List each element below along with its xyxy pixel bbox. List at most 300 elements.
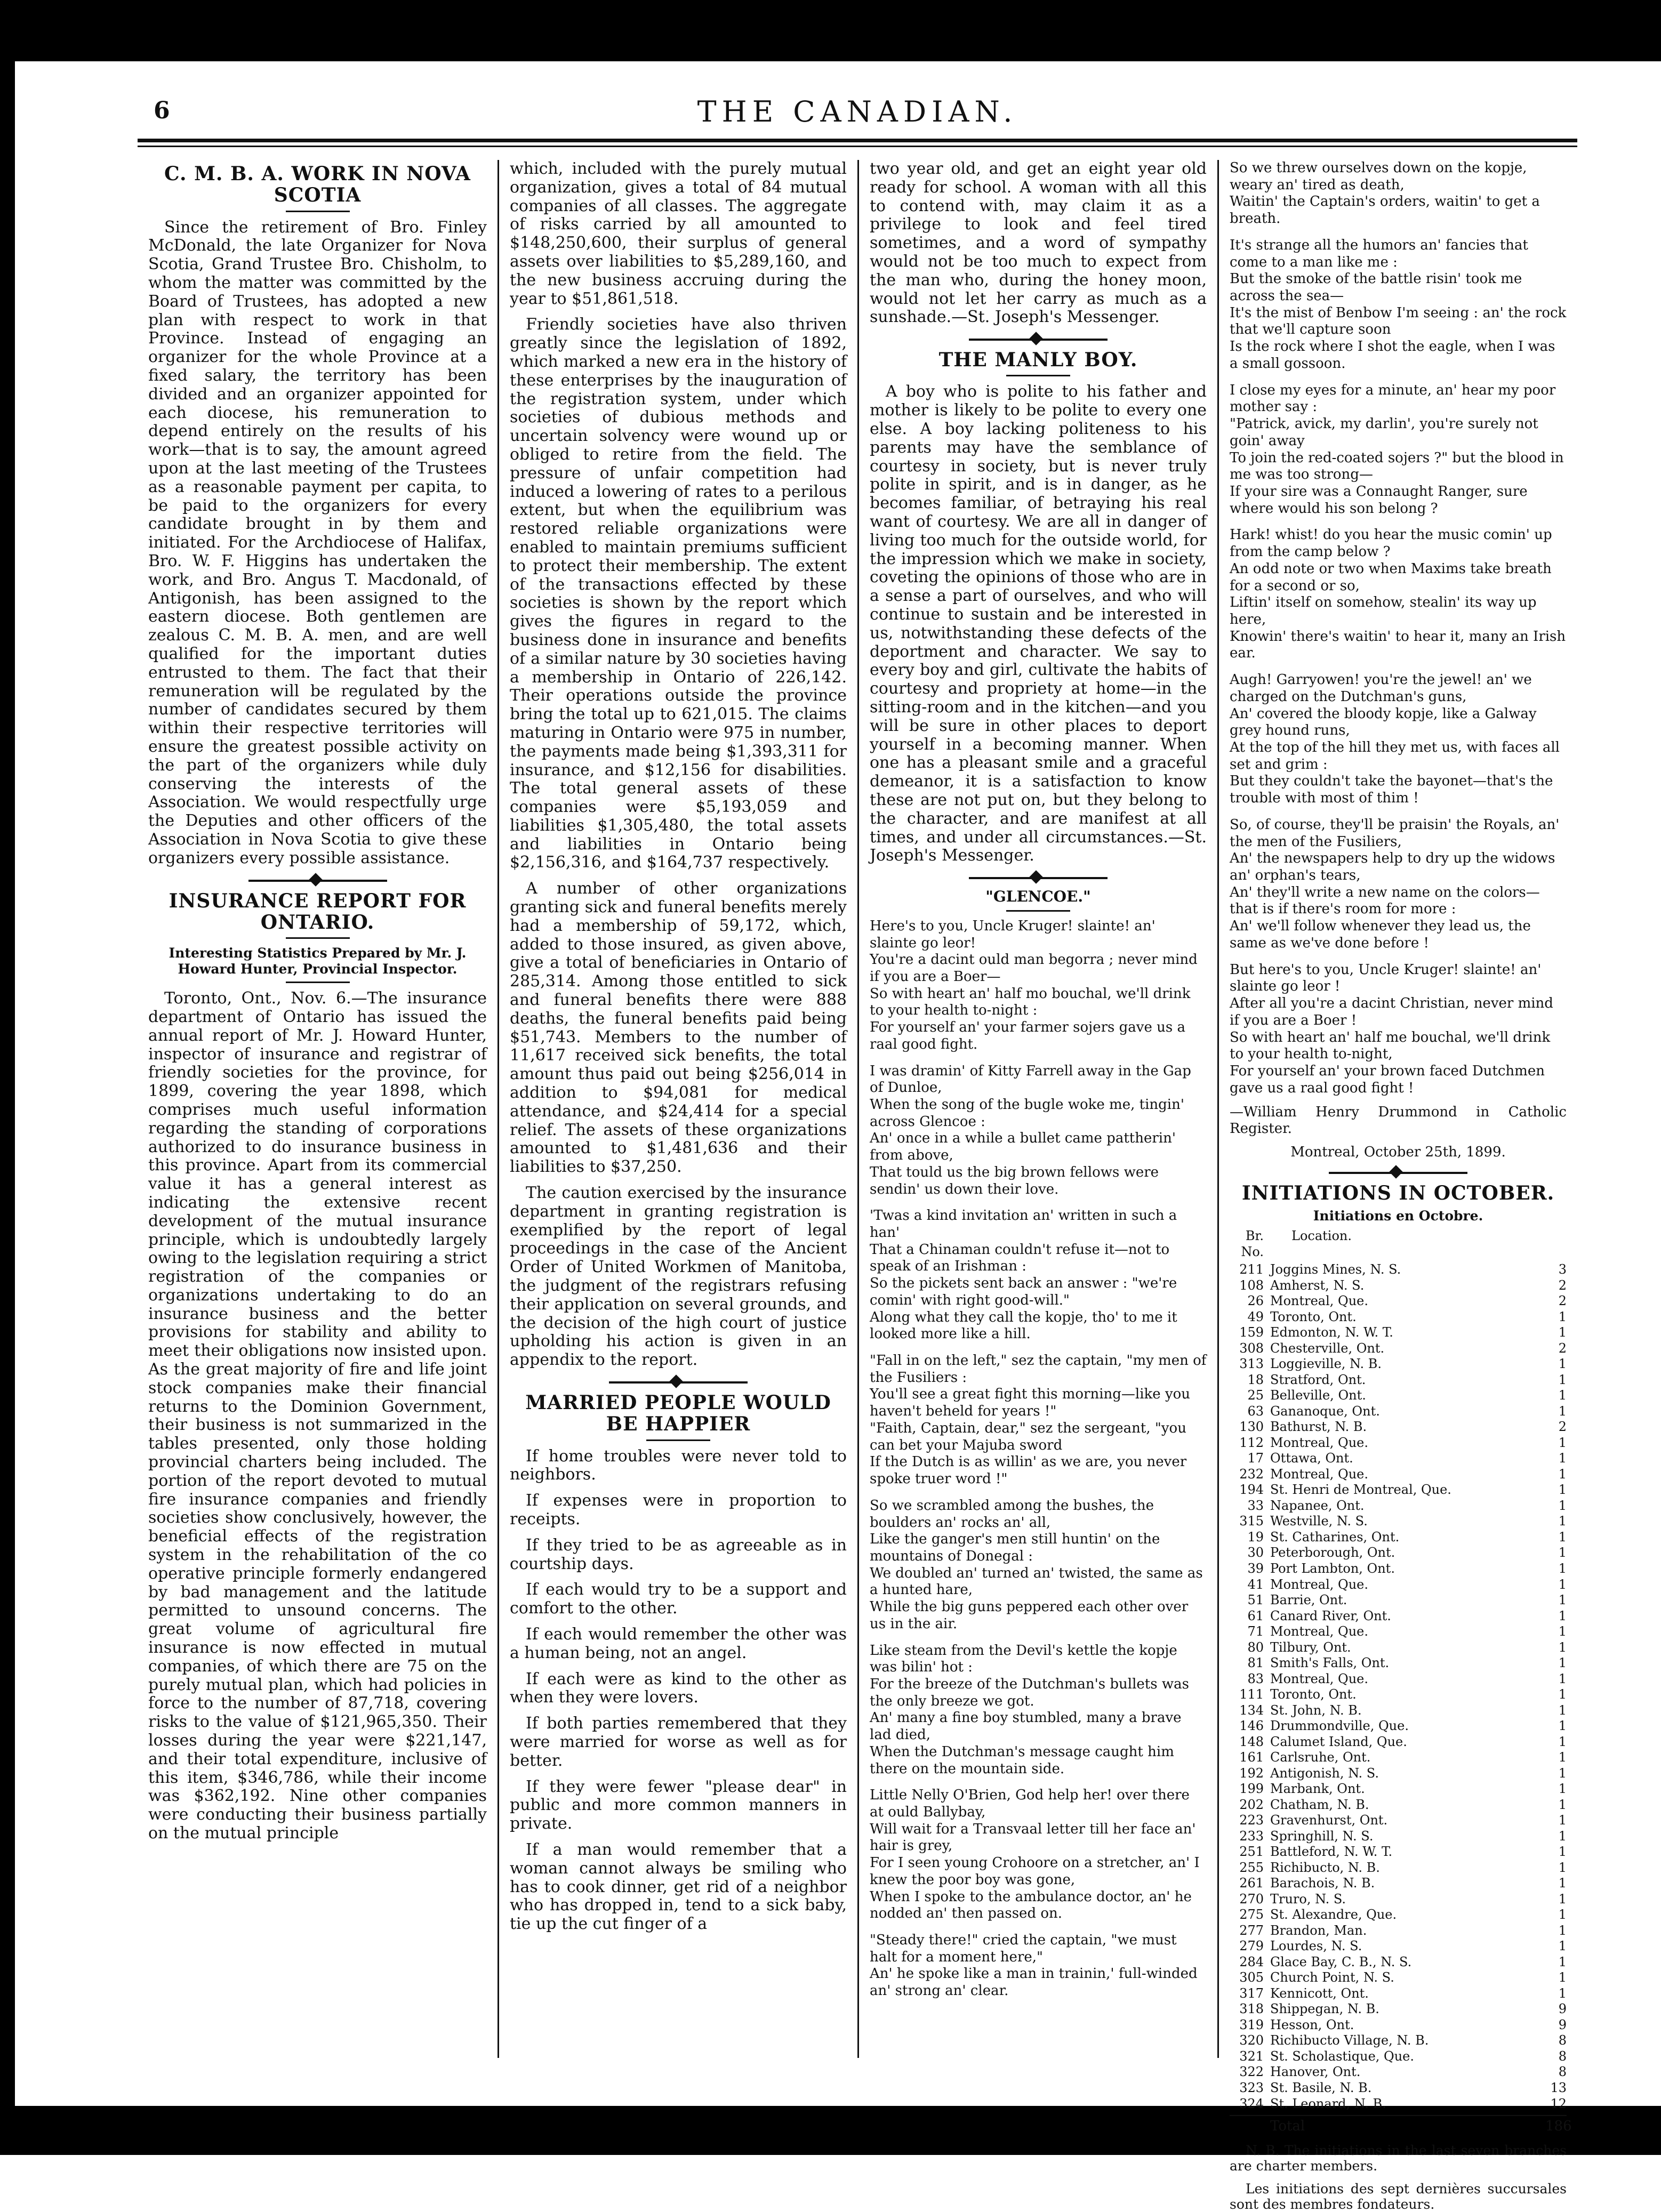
initiation-count: 1 — [1558, 1797, 1567, 1812]
table-total-row — [1230, 2115, 1572, 2135]
branch-number: 199 — [1239, 1781, 1264, 1797]
initiation-count: 1 — [1558, 1435, 1567, 1450]
branch-number: 194 — [1239, 1482, 1264, 1498]
article-heading: THE MANLY BOY. — [938, 349, 1138, 372]
branch-location: Canard River, Ont. — [1270, 1608, 1391, 1623]
table-row — [1230, 1356, 1567, 1372]
poem-line: So with heart an' half mo bouchal, we'll drink to your health to-night : — [870, 985, 1191, 1019]
branch-location: Chatham, N. B. — [1270, 1797, 1369, 1812]
branch-location: Peterborough, Ont. — [1270, 1545, 1395, 1561]
scan-border-left — [0, 61, 15, 2109]
table-row — [1230, 2096, 1567, 2112]
table-row — [1230, 2017, 1567, 2033]
branch-location: Napanee, Ont. — [1270, 1498, 1365, 1513]
article-subheading: Initiations en Octobre. — [1313, 1208, 1483, 1224]
initiation-count: 1 — [1558, 1938, 1567, 1954]
table-row — [1230, 1262, 1567, 1278]
branch-location: Stratford, Ont. — [1270, 1372, 1366, 1387]
poem-line: Like the ganger's men still huntin' on the mountains of Donegal : — [870, 1531, 1160, 1564]
article-heading: INITIATIONS IN OCTOBER. — [1241, 1181, 1555, 1204]
poem-line: So, of course, they'll be praisin' the Royals, an' the men of the Fusiliers, — [1230, 816, 1560, 850]
branch-number: 313 — [1239, 1356, 1264, 1372]
branch-location: Montreal, Que. — [1270, 1293, 1369, 1309]
table-row — [1230, 1561, 1567, 1577]
poem-line: If the Dutch is as willin' as we are, you never spoke truer word !" — [870, 1454, 1187, 1487]
initiation-count: 13 — [1550, 2080, 1567, 2095]
column-1 — [138, 160, 498, 2058]
poem-line: Knowin' there's waitin' to hear it, many an Irish ear. — [1230, 628, 1566, 662]
poem-line: I close my eyes for a minute, an' hear my poor mother say : — [1230, 382, 1556, 415]
dateline: Montreal, October 25th, 1899. — [1290, 1144, 1506, 1160]
branch-number: 284 — [1239, 1954, 1264, 1969]
stanza-break — [1230, 373, 1567, 382]
branch-location: Hesson, Ont. — [1270, 2017, 1354, 2032]
branch-location: Church Point, N. S. — [1270, 1970, 1394, 1985]
initiation-count: 9 — [1558, 2017, 1567, 2032]
poem-line: But they couldn't take the bayonet—that's the trouble with most of thim ! — [1230, 773, 1553, 807]
branch-location: St. Catharines, Ont. — [1270, 1529, 1400, 1545]
poem-title: "GLENCOE." — [985, 888, 1091, 906]
article-paragraph: If both parties remembered that they were married for worse as well as for better. — [510, 1714, 847, 1770]
table-row — [1230, 1640, 1567, 1656]
initiation-count: 1 — [1558, 1608, 1567, 1623]
branch-location: Westville, N. S. — [1270, 1514, 1368, 1529]
branch-number: 277 — [1239, 1923, 1264, 1938]
branch-number: 324 — [1239, 2096, 1264, 2111]
poem-line: Along what they call the kopje, tho' to me it looked more like a hill. — [870, 1309, 1177, 1342]
initiations-table — [1230, 1228, 1572, 2135]
branch-location: Montreal, Que. — [1270, 1624, 1369, 1639]
table-row — [1230, 1938, 1567, 1954]
table-row — [1230, 1954, 1567, 1970]
branch-location: Loggieville, N. B. — [1270, 1356, 1382, 1372]
table-row — [1230, 1797, 1567, 1813]
initiation-count: 1 — [1558, 1844, 1567, 1860]
branch-number: 315 — [1239, 1514, 1264, 1529]
branch-number: 26 — [1247, 1293, 1264, 1309]
article-paragraph: two year old, and get an eight year old ready for school. A woman with all this to contend with, may claim it as a privilege to look and feel tired sometimes, and a word of sympathy would not be too much to expect from the man who, during the honey moon, would not let her carry as much as a sunshade.—St. Joseph's Messenger. — [870, 159, 1207, 327]
table-row — [1230, 1498, 1567, 1514]
branch-location: Montreal, Que. — [1270, 1671, 1369, 1686]
poem-line: When I spoke to the ambulance doctor, an' he nodded an' then passed on. — [870, 1888, 1192, 1922]
branch-number: 49 — [1247, 1309, 1264, 1324]
branch-number: 202 — [1239, 1797, 1264, 1812]
poem-line: "Patrick, avick, my darlin', you're surely not goin' away — [1230, 416, 1538, 449]
initiation-count: 1 — [1558, 1388, 1567, 1403]
table-row — [1230, 1545, 1567, 1561]
table-row — [1230, 1907, 1567, 1923]
branch-location: Hanover, Ont. — [1270, 2064, 1361, 2080]
branch-number: 308 — [1239, 1340, 1264, 1356]
initiation-count: 1 — [1558, 1561, 1567, 1576]
newspaper-page — [138, 91, 1577, 2212]
branch-location: Tilbury, Ont. — [1270, 1639, 1351, 1655]
initiation-count: 1 — [1558, 1750, 1567, 1765]
ornament-divider — [248, 880, 387, 882]
poem-line: But the smoke of the battle risin' took me across the sea— — [1230, 271, 1522, 304]
branch-number: 63 — [1247, 1403, 1264, 1419]
branch-location: Truro, N. S. — [1270, 1891, 1346, 1907]
initiation-count: 1 — [1558, 1923, 1567, 1938]
branch-number: 81 — [1247, 1655, 1264, 1671]
branch-location: St. Henri de Montreal, Que. — [1270, 1482, 1451, 1498]
branch-number: 261 — [1239, 1876, 1264, 1891]
branch-number: 320 — [1239, 2033, 1264, 2048]
initiation-count: 1 — [1558, 1592, 1567, 1608]
initiation-count: 1 — [1558, 1876, 1567, 1891]
ornament-divider — [1329, 1172, 1467, 1174]
branch-location: Kennicott, Ont. — [1270, 1985, 1369, 2001]
initiation-count: 1 — [1558, 1860, 1567, 1875]
branch-location: Chesterville, Ont. — [1270, 1340, 1385, 1356]
poem-line: But here's to you, Uncle Kruger! slainte! an' slainte go leor ! — [1230, 961, 1542, 995]
article-paragraph: which, included with the purely mutual organization, gives a total of 84 mutual companies of all classes. The aggregate of risks carried by all amounted to $148,250,600, their surplus of general assets over liabilities to $5,289,160, and the new business accruing during the year to $51,861,518. — [510, 159, 847, 308]
table-row — [1230, 1844, 1567, 1860]
branch-location: Gananoque, Ont. — [1270, 1403, 1380, 1419]
divider — [286, 211, 350, 212]
poem-line: When the song of the bugle woke me, tingin' across Glencoe : — [870, 1096, 1184, 1130]
table-row — [1230, 2049, 1567, 2065]
poem-line: At the top of the hill they met us, with faces all set and grim : — [1230, 739, 1560, 773]
table-row — [1230, 1592, 1567, 1608]
scan-border-top — [0, 0, 1661, 61]
page-number: 6 — [154, 97, 170, 124]
divider — [1006, 910, 1070, 912]
table-row — [1230, 1970, 1567, 1986]
branch-location: Glace Bay, C. B., N. S. — [1270, 1954, 1412, 1969]
branch-number: 232 — [1239, 1466, 1264, 1482]
table-row — [1230, 2064, 1567, 2080]
branch-number: 211 — [1239, 1262, 1264, 1277]
branch-number: 19 — [1247, 1529, 1264, 1545]
table-row — [1230, 1451, 1567, 1467]
branch-location: Calumet Island, Que. — [1270, 1734, 1407, 1749]
branch-location: Shippegan, N. B. — [1270, 2001, 1379, 2017]
stanza-break — [1230, 662, 1567, 672]
table-row — [1230, 2033, 1567, 2049]
table-row — [1230, 1892, 1567, 1908]
branch-location: Montreal, Que. — [1270, 1435, 1369, 1450]
initiation-count: 8 — [1558, 2048, 1567, 2064]
branch-location: Montreal, Que. — [1270, 1466, 1369, 1482]
table-row — [1230, 1655, 1567, 1671]
branch-number: 159 — [1239, 1325, 1264, 1340]
table-row — [1230, 1388, 1567, 1404]
ornament-divider — [609, 1381, 748, 1383]
branch-number: 321 — [1239, 2048, 1264, 2064]
initiation-count: 1 — [1558, 1498, 1567, 1513]
poem-line: Liftin' itself on somehow, stealin' its way up here, — [1230, 594, 1537, 628]
article-paragraph: If home troubles were never told to neighbors. — [510, 1446, 847, 1484]
initiation-count: 1 — [1558, 1576, 1567, 1592]
masthead — [138, 91, 1577, 142]
branch-number: 33 — [1247, 1498, 1264, 1513]
branch-location: Toronto, Ont. — [1270, 1687, 1357, 1702]
stanza-break — [870, 1488, 1207, 1498]
poem-line: "Faith, Captain, dear," sez the sergeant, "you can bet your Majuba sword — [870, 1420, 1186, 1453]
article-paragraph: If expenses were in proportion to receipts. — [510, 1491, 847, 1529]
columns — [138, 159, 1577, 2212]
branch-location: Gravenhurst, Ont. — [1270, 1813, 1388, 1828]
branch-location: Marbank, Ont. — [1270, 1781, 1365, 1797]
branch-location: Lourdes, N. S. — [1270, 1938, 1362, 1954]
poem-line: Hark! whist! do you hear the music comin' up from the camp below ? — [1230, 527, 1552, 560]
table-row — [1230, 1687, 1567, 1703]
branch-location: Smith's Falls, Ont. — [1270, 1655, 1390, 1671]
branch-location: Battleford, N. W. T. — [1270, 1844, 1393, 1860]
table-row — [1230, 1703, 1567, 1719]
branch-number: 130 — [1239, 1419, 1264, 1435]
branch-number: 317 — [1239, 1985, 1264, 2001]
poem-line: To join the red-coated sojers ?" but the blood in me was too strong— — [1230, 449, 1564, 483]
poem-line: You're a dacint ould man begorra ; never mind if you are a Boer— — [870, 952, 1198, 985]
total-label: Total — [1270, 2118, 1305, 2135]
branch-location: Belleville, Ont. — [1270, 1388, 1366, 1403]
branch-number: 161 — [1239, 1750, 1264, 1765]
poem-line: For I seen young Crohoore on a stretcher, an' I knew the poor boy was gone, — [870, 1855, 1200, 1888]
poem-line: An' the newspapers help to dry up the widows an' orphan's tears, — [1230, 850, 1555, 884]
poem-line: An' he spoke like a man in trainin,' full-winded an' strong an' clear. — [870, 1966, 1198, 1999]
branch-number: 305 — [1239, 1970, 1264, 1985]
initiation-count: 1 — [1558, 1639, 1567, 1655]
table-row — [1230, 1325, 1567, 1341]
table-row — [1230, 1750, 1567, 1766]
branch-location: St. Leonard, N. B. — [1270, 2096, 1386, 2111]
initiation-count: 1 — [1558, 1655, 1567, 1671]
table-row — [1230, 1829, 1567, 1845]
initiation-count: 1 — [1558, 1781, 1567, 1797]
branch-number: 134 — [1239, 1702, 1264, 1718]
footnote-french: Les initiations des sept dernières succursales sont des membres fondateurs. — [1230, 2181, 1567, 2212]
table-row — [1230, 1419, 1567, 1435]
initiation-count: 1 — [1558, 1687, 1567, 1702]
poem-line: An' many a fine boy stumbled, many a brave lad died, — [870, 1710, 1182, 1743]
branch-location: Port Lambton, Ont. — [1270, 1561, 1395, 1576]
poem-line: It's strange all the humors an' fancies that come to a man like me : — [1230, 237, 1528, 270]
divider — [286, 982, 350, 983]
initiation-count: 1 — [1558, 1907, 1567, 1923]
masthead-rule — [138, 146, 1577, 147]
branch-number: 275 — [1239, 1907, 1264, 1923]
table-row — [1230, 1309, 1567, 1325]
branch-number: 270 — [1239, 1891, 1264, 1907]
branch-number: 30 — [1247, 1545, 1264, 1561]
article-paragraph: If they were fewer "please dear" in public and more common manners in private. — [510, 1777, 847, 1833]
poem — [870, 918, 1207, 2000]
branch-location: Montreal, Que. — [1270, 1576, 1369, 1592]
article-paragraph: If each would remember the other was a human being, not an angel. — [510, 1625, 847, 1662]
initiation-count: 1 — [1558, 1325, 1567, 1340]
column-header-location: Location. — [1291, 1228, 1352, 1244]
branch-number: 322 — [1239, 2064, 1264, 2080]
table-row — [1230, 2080, 1567, 2096]
branch-number: 318 — [1239, 2001, 1264, 2017]
stanza-break — [1230, 952, 1567, 962]
table-row — [1230, 1435, 1567, 1451]
stanza-break — [1230, 517, 1567, 527]
table-header — [1230, 1228, 1567, 1260]
poem-line: Here's to you, Uncle Kruger! slainte! an' slainte go leor! — [870, 918, 1156, 951]
branch-location: Brandon, Man. — [1270, 1923, 1367, 1938]
table-row — [1230, 1278, 1567, 1294]
initiation-count: 1 — [1558, 1529, 1567, 1545]
poem-line: After all you're a dacint Christian, never mind if you are a Boer ! — [1230, 995, 1553, 1028]
initiation-count: 2 — [1558, 1293, 1567, 1309]
branch-number: 17 — [1247, 1451, 1264, 1466]
initiation-count: 1 — [1558, 1482, 1567, 1498]
table-row — [1230, 1718, 1567, 1734]
ornament-divider — [969, 339, 1108, 341]
branch-location: Antigonish, N. S. — [1270, 1765, 1379, 1781]
poem-line: Will wait for a Transvaal letter till her face an' hair is grey, — [870, 1821, 1196, 1854]
initiation-count: 1 — [1558, 1624, 1567, 1639]
branch-location: St. John, N. B. — [1270, 1702, 1362, 1718]
branch-location: Bathurst, N. B. — [1270, 1419, 1367, 1435]
article-heading: MARRIED PEOPLE WOULD BE HAPPIER — [525, 1391, 831, 1436]
column-3 — [857, 160, 1217, 2058]
branch-location: Joggins Mines, N. S. — [1270, 1262, 1401, 1277]
initiation-count: 1 — [1558, 1828, 1567, 1844]
poem-line: If your sire was a Connaught Ranger, sure where would his son belong ? — [1230, 483, 1528, 517]
article-heading: C. M. B. A. WORK IN NOVA SCOTIA — [164, 163, 471, 207]
initiation-count: 1 — [1558, 1813, 1567, 1828]
table-row — [1230, 1876, 1567, 1892]
stanza-break — [1230, 228, 1567, 237]
branch-location: Carlsruhe, Ont. — [1270, 1750, 1371, 1765]
poem-attribution: —William Henry Drummond in Catholic Register. — [1230, 1104, 1567, 1137]
branch-location: Springhill, N. S. — [1270, 1828, 1374, 1844]
branch-number: 319 — [1239, 2017, 1264, 2032]
branch-number: 233 — [1239, 1828, 1264, 1844]
branch-location: St. Scholastique, Que. — [1270, 2048, 1414, 2064]
article-subheading: Interesting Statistics Prepared by Mr. J. Howard Hunter, Provincial Inspector. — [168, 945, 467, 977]
poem-line: An' they'll write a new name on the colors—that is if there's room for more : — [1230, 884, 1540, 918]
table-row — [1230, 1986, 1567, 2002]
table-row — [1230, 1404, 1567, 1420]
branch-location: Barachois, N. B. — [1270, 1876, 1375, 1891]
table-body — [1230, 1262, 1567, 2112]
branch-location: Richibucto Village, N. B. — [1270, 2033, 1429, 2048]
column-header-branch-no: Br. No. — [1241, 1228, 1264, 1259]
initiation-count: 1 — [1558, 1702, 1567, 1718]
stanza-break — [870, 1053, 1207, 1063]
stanza-break — [870, 1198, 1207, 1208]
article-paragraph: If each were as kind to the other as when they were lovers. — [510, 1669, 847, 1707]
initiation-count: 2 — [1558, 1340, 1567, 1356]
stanza-break — [870, 1343, 1207, 1353]
divider — [286, 937, 350, 939]
initiation-count: 8 — [1558, 2033, 1567, 2048]
table-row — [1230, 1467, 1567, 1483]
poem-line: That a Chinaman couldn't refuse it—not to speak of an Irishman : — [870, 1241, 1170, 1275]
branch-location: Richibucto, N. B. — [1270, 1860, 1380, 1875]
poem-line: That tould us the big brown fellows were sendin' us down their love. — [870, 1164, 1159, 1197]
branch-number: 279 — [1239, 1938, 1264, 1954]
branch-number: 83 — [1247, 1671, 1264, 1686]
branch-number: 25 — [1247, 1388, 1264, 1403]
branch-number: 41 — [1247, 1576, 1264, 1592]
table-row — [1230, 1482, 1567, 1498]
divider — [646, 1439, 710, 1441]
branch-number: 71 — [1247, 1624, 1264, 1639]
poem-line: So we scrambled among the bushes, the boulders an' rocks an' all, — [870, 1497, 1154, 1531]
branch-location: St. Alexandre, Que. — [1270, 1907, 1397, 1923]
branch-location: Toronto, Ont. — [1270, 1309, 1357, 1324]
branch-number: 80 — [1247, 1639, 1264, 1655]
initiation-count: 1 — [1558, 1734, 1567, 1749]
table-row — [1230, 1781, 1567, 1797]
initiation-count: 1 — [1558, 1671, 1567, 1686]
table-row — [1230, 1608, 1567, 1624]
article-paragraph: Friendly societies have also thriven greatly since the legislation of 1892, which marked a new era in the history of these enterprises by the inauguration of the registration system, under which societies of dubious methods and uncertain solvency were wound up or obliged to retire from the field. The pressure of unfair competition had induced a lowering of rates to a perilous extent, but when the equilibrium was restored reliable organizations were enabled to maintain premiums sufficient to protect their membership. The extent of the transactions effected by these societies is shown by the report which gives the figures in regard to the business done in insurance and benefits of a similar nature by 30 societies having a membership in Ontario of 226,142. Their operations outside the province bring the total up to 621,015. The claims maturing in Ontario were 975 in number, the payments made being $1,393,311 for insurance, and $12,156 for disabilities. The total general assets of these companies were $5,193,059 and liabilities $1,305,480, the total assets and liabilities in Ontario being $2,156,316, and $164,737 respectively. — [510, 315, 847, 872]
branch-number: 148 — [1239, 1734, 1264, 1749]
table-row — [1230, 1341, 1567, 1357]
branch-number: 39 — [1247, 1561, 1264, 1576]
poem-line: For yourself an' your farmer sojers gave us a raal good fight. — [870, 1019, 1185, 1052]
initiation-count: 12 — [1550, 2096, 1567, 2111]
initiation-count: 1 — [1558, 1356, 1567, 1372]
initiation-count: 3 — [1558, 1262, 1567, 1277]
poem-line: So the pickets sent back an answer : "we're comin' with right good-will." — [870, 1275, 1177, 1308]
poem-line: "Steady there!" cried the captain, "we must halt for a moment here," — [870, 1932, 1177, 1965]
branch-location: Ottawa, Ont. — [1270, 1451, 1353, 1466]
initiation-count: 1 — [1558, 1451, 1567, 1466]
poem-line: Little Nelly O'Brien, God help her! over there at ould Ballybay, — [870, 1787, 1190, 1821]
initiation-count: 1 — [1558, 1985, 1567, 2001]
article-heading: INSURANCE REPORT FOR ONTARIO. — [168, 889, 467, 934]
article-paragraph: A boy who is polite to his father and mother is likely to be polite to every one else. A boy lacking politeness to his parents may have the semblance of courtesy in society, but is never truly polite in spirit, and is in danger, as he becomes familiar, of betraying his real want of courtesy. We are all in danger of living too much for the outside world, for the impression which we make in society, coveting the opinions of those who are in a sense a part of ourselves, and who will continue to sustain and be interested in us, notwithstanding these defects of the deportment and character. We say to every boy and girl, cultivate the habits of courtesy and propriety at home—in the sitting-room and in the kitchen—and you will be sure in other places to deport yourself in a becoming manner. When one has a pleasant smile and a graceful demeanor, it is a satisfaction to know these are not put on, but they belong to the character, and are manifest at all times, and under all circumstances.—St. Joseph's Messenger. — [870, 382, 1207, 865]
initiation-count: 8 — [1558, 2064, 1567, 2080]
table-row — [1230, 1923, 1567, 1939]
table-row — [1230, 1293, 1567, 1309]
newspaper-title: THE CANADIAN. — [697, 95, 1018, 128]
poem-line: I was dramin' of Kitty Farrell away in the Gap of Dunloe, — [870, 1063, 1191, 1096]
branch-location: Drummondville, Que. — [1270, 1718, 1409, 1734]
branch-number: 111 — [1239, 1687, 1264, 1702]
article-paragraph: The caution exercised by the insurance department in granting registration is exemplified by the report of legal proceedings in the case of the Ancient Order of United Workmen of Manitoba, the judgment of the registrars refusing their application on several grounds, and the decision of the high court of justice upholding his action is given in an appendix to the report. — [510, 1184, 847, 1370]
initiation-count: 1 — [1558, 1403, 1567, 1419]
poem-line: For the breeze of the Dutchman's bullets was the only breeze we got. — [870, 1676, 1189, 1709]
poem-line: For yourself an' your brown faced Dutchmen gave us a raal good fight ! — [1230, 1063, 1545, 1096]
footnote-english: N. B. The initiations in the last seven branches are charter members. — [1230, 2143, 1567, 2174]
initiation-count: 1 — [1558, 1545, 1567, 1561]
poem-line: Is the rock where I shot the eagle, when I was a small gossoon. — [1230, 339, 1555, 372]
poem-line: Waitin' the Captain's orders, waitin' to get a breath. — [1230, 194, 1540, 227]
initiation-count: 1 — [1558, 1954, 1567, 1969]
poem-line: An' we'll follow whenever they lead us, the same as we've done before ! — [1230, 918, 1531, 951]
column-2 — [498, 160, 857, 2058]
total-value: 186 — [1545, 2118, 1572, 2135]
table-row — [1230, 1514, 1567, 1530]
table-row — [1230, 1372, 1567, 1388]
branch-location: Barrie, Ont. — [1270, 1592, 1347, 1608]
table-row — [1230, 1766, 1567, 1782]
initiation-count: 1 — [1558, 1514, 1567, 1529]
article-paragraph: Toronto, Ont., Nov. 6.—The insurance department of Ontario has issued the annual report of Mr. J. Howard Hunter, inspector of insurance and registrar of friendly societies for the province, for 1899, covering the year 1898, which comprises much useful information regarding the standing of corporations authorized to do insurance business in this province. Apart from its commercial value it has a general interest as indicating the extensive recent development of the mutual insurance principle, which is undoubtedly largely owing to the legislation requiring a strict registration of the companies or organizations undertaking to do an insurance business and the better provisions for stability and ability to meet their obligations now insisted upon. As the great majority of fire and life joint stock companies make their financial returns to the Dominion Government, their business is not summarized in the tables presented, only those holding provincial charters being included. The portion of the report devoted to mutual fire insurance companies and friendly societies show conclusively, however, the beneficial effects of the registration system in the rehabilitation of the co operative principle formerly endangered by bad management and the latitude permitted to unsound concerns. The great volume of agricultural fire insurance is now effected in mutual companies, of which there are 75 on the purely mutual plan, which had policies in force to the number of 87,718, covering risks to the value of $121,965,350. Their losses during the year were $221,147, and their total expenditure, inclusive of this item, $346,786, while their income was $362,192. Nine other companies were conducting their business partially on the mutual principle — [148, 989, 487, 1843]
table-row — [1230, 1530, 1567, 1546]
branch-number: 18 — [1247, 1372, 1264, 1387]
column-4 — [1217, 160, 1577, 2212]
poem-line: It's the mist of Benbow I'm seeing : an' the rock that we'll capture soon — [1230, 304, 1567, 338]
table-row — [1230, 1671, 1567, 1687]
ornament-divider — [969, 877, 1108, 879]
branch-location: St. Basile, N. B. — [1270, 2080, 1372, 2095]
poem-line: You'll see a great fight this morning—like you haven't beheld for years !" — [870, 1386, 1191, 1420]
poem-line: So we threw ourselves down on the kopje, weary an' tired as death, — [1230, 160, 1527, 193]
poem-line: "Fall in on the left," sez the captain, "my men of the Fusiliers : — [870, 1353, 1207, 1386]
poem-line: An odd note or two when Maxims take breath for a second or so, — [1230, 560, 1552, 594]
initiation-count: 1 — [1558, 1891, 1567, 1907]
